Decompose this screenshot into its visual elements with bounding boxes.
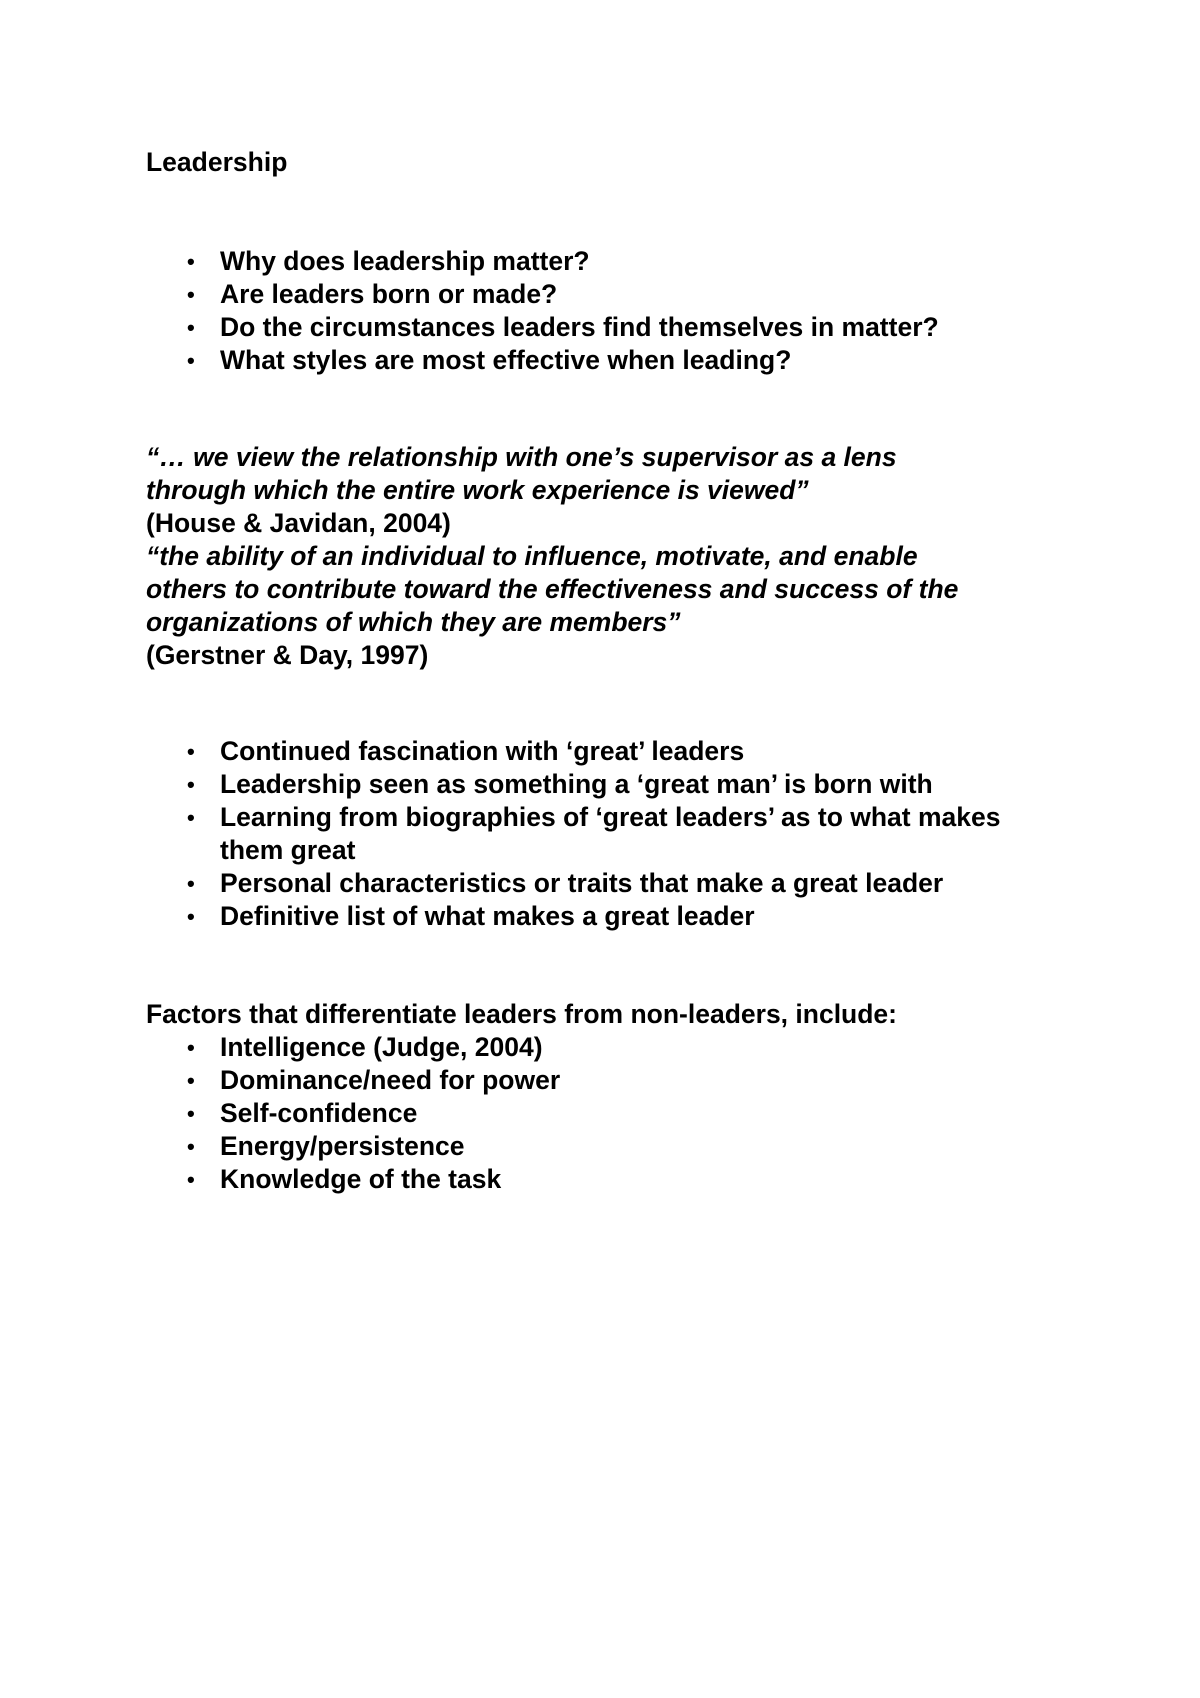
bullet: • bbox=[187, 1134, 195, 1159]
list-item-continuation: them great bbox=[220, 835, 356, 865]
list-item: Self-confidence bbox=[220, 1098, 418, 1128]
factors-intro: Factors that differentiate leaders from non-leaders, include: bbox=[146, 999, 897, 1029]
bullet: • bbox=[187, 348, 195, 373]
quote-line: through which the entire work experience is viewed” bbox=[146, 475, 809, 505]
quote-citation: (Gerstner & Day, 1997) bbox=[146, 640, 429, 670]
bullet: • bbox=[187, 282, 195, 307]
list-item: Are leaders born or made? bbox=[220, 279, 558, 309]
quote-line: others to contribute toward the effectiveness and success of the bbox=[146, 574, 959, 604]
quote-line: “the ability of an individual to influence, motivate, and enable bbox=[146, 541, 918, 571]
quote-citation: (House & Javidan, 2004) bbox=[146, 508, 451, 538]
list-item: Learning from biographies of ‘great leaders’ as to what makes bbox=[220, 802, 1001, 832]
bullet: • bbox=[187, 772, 195, 797]
list-item: Why does leadership matter? bbox=[220, 246, 590, 276]
list-item: Definitive list of what makes a great leader bbox=[220, 901, 755, 931]
list-item: Intelligence (Judge, 2004) bbox=[220, 1032, 543, 1062]
list-item: Dominance/need for power bbox=[220, 1065, 561, 1095]
bullet: • bbox=[187, 805, 195, 830]
bullet: • bbox=[187, 904, 195, 929]
list-item: Personal characteristics or traits that make a great leader bbox=[220, 868, 944, 898]
bullet: • bbox=[187, 1101, 195, 1126]
quote-line: “… we view the relationship with one’s supervisor as a lens bbox=[146, 442, 897, 472]
bullet: • bbox=[187, 315, 195, 340]
bullet: • bbox=[187, 1167, 195, 1192]
page-title: Leadership bbox=[146, 147, 288, 177]
bullet: • bbox=[187, 1068, 195, 1093]
list-item: Do the circumstances leaders find themselves in matter? bbox=[220, 312, 939, 342]
bullet: • bbox=[187, 739, 195, 764]
bullet: • bbox=[187, 1035, 195, 1060]
bullet: • bbox=[187, 249, 195, 274]
list-item: Energy/persistence bbox=[220, 1131, 465, 1161]
list-item: Knowledge of the task bbox=[220, 1164, 502, 1194]
list-item: Leadership seen as something a ‘great man’ is born with bbox=[220, 769, 933, 799]
list-item: Continued fascination with ‘great’ leaders bbox=[220, 736, 745, 766]
bullet: • bbox=[187, 871, 195, 896]
quote-line: organizations of which they are members” bbox=[146, 607, 681, 637]
list-item: What styles are most effective when leading? bbox=[220, 345, 792, 375]
